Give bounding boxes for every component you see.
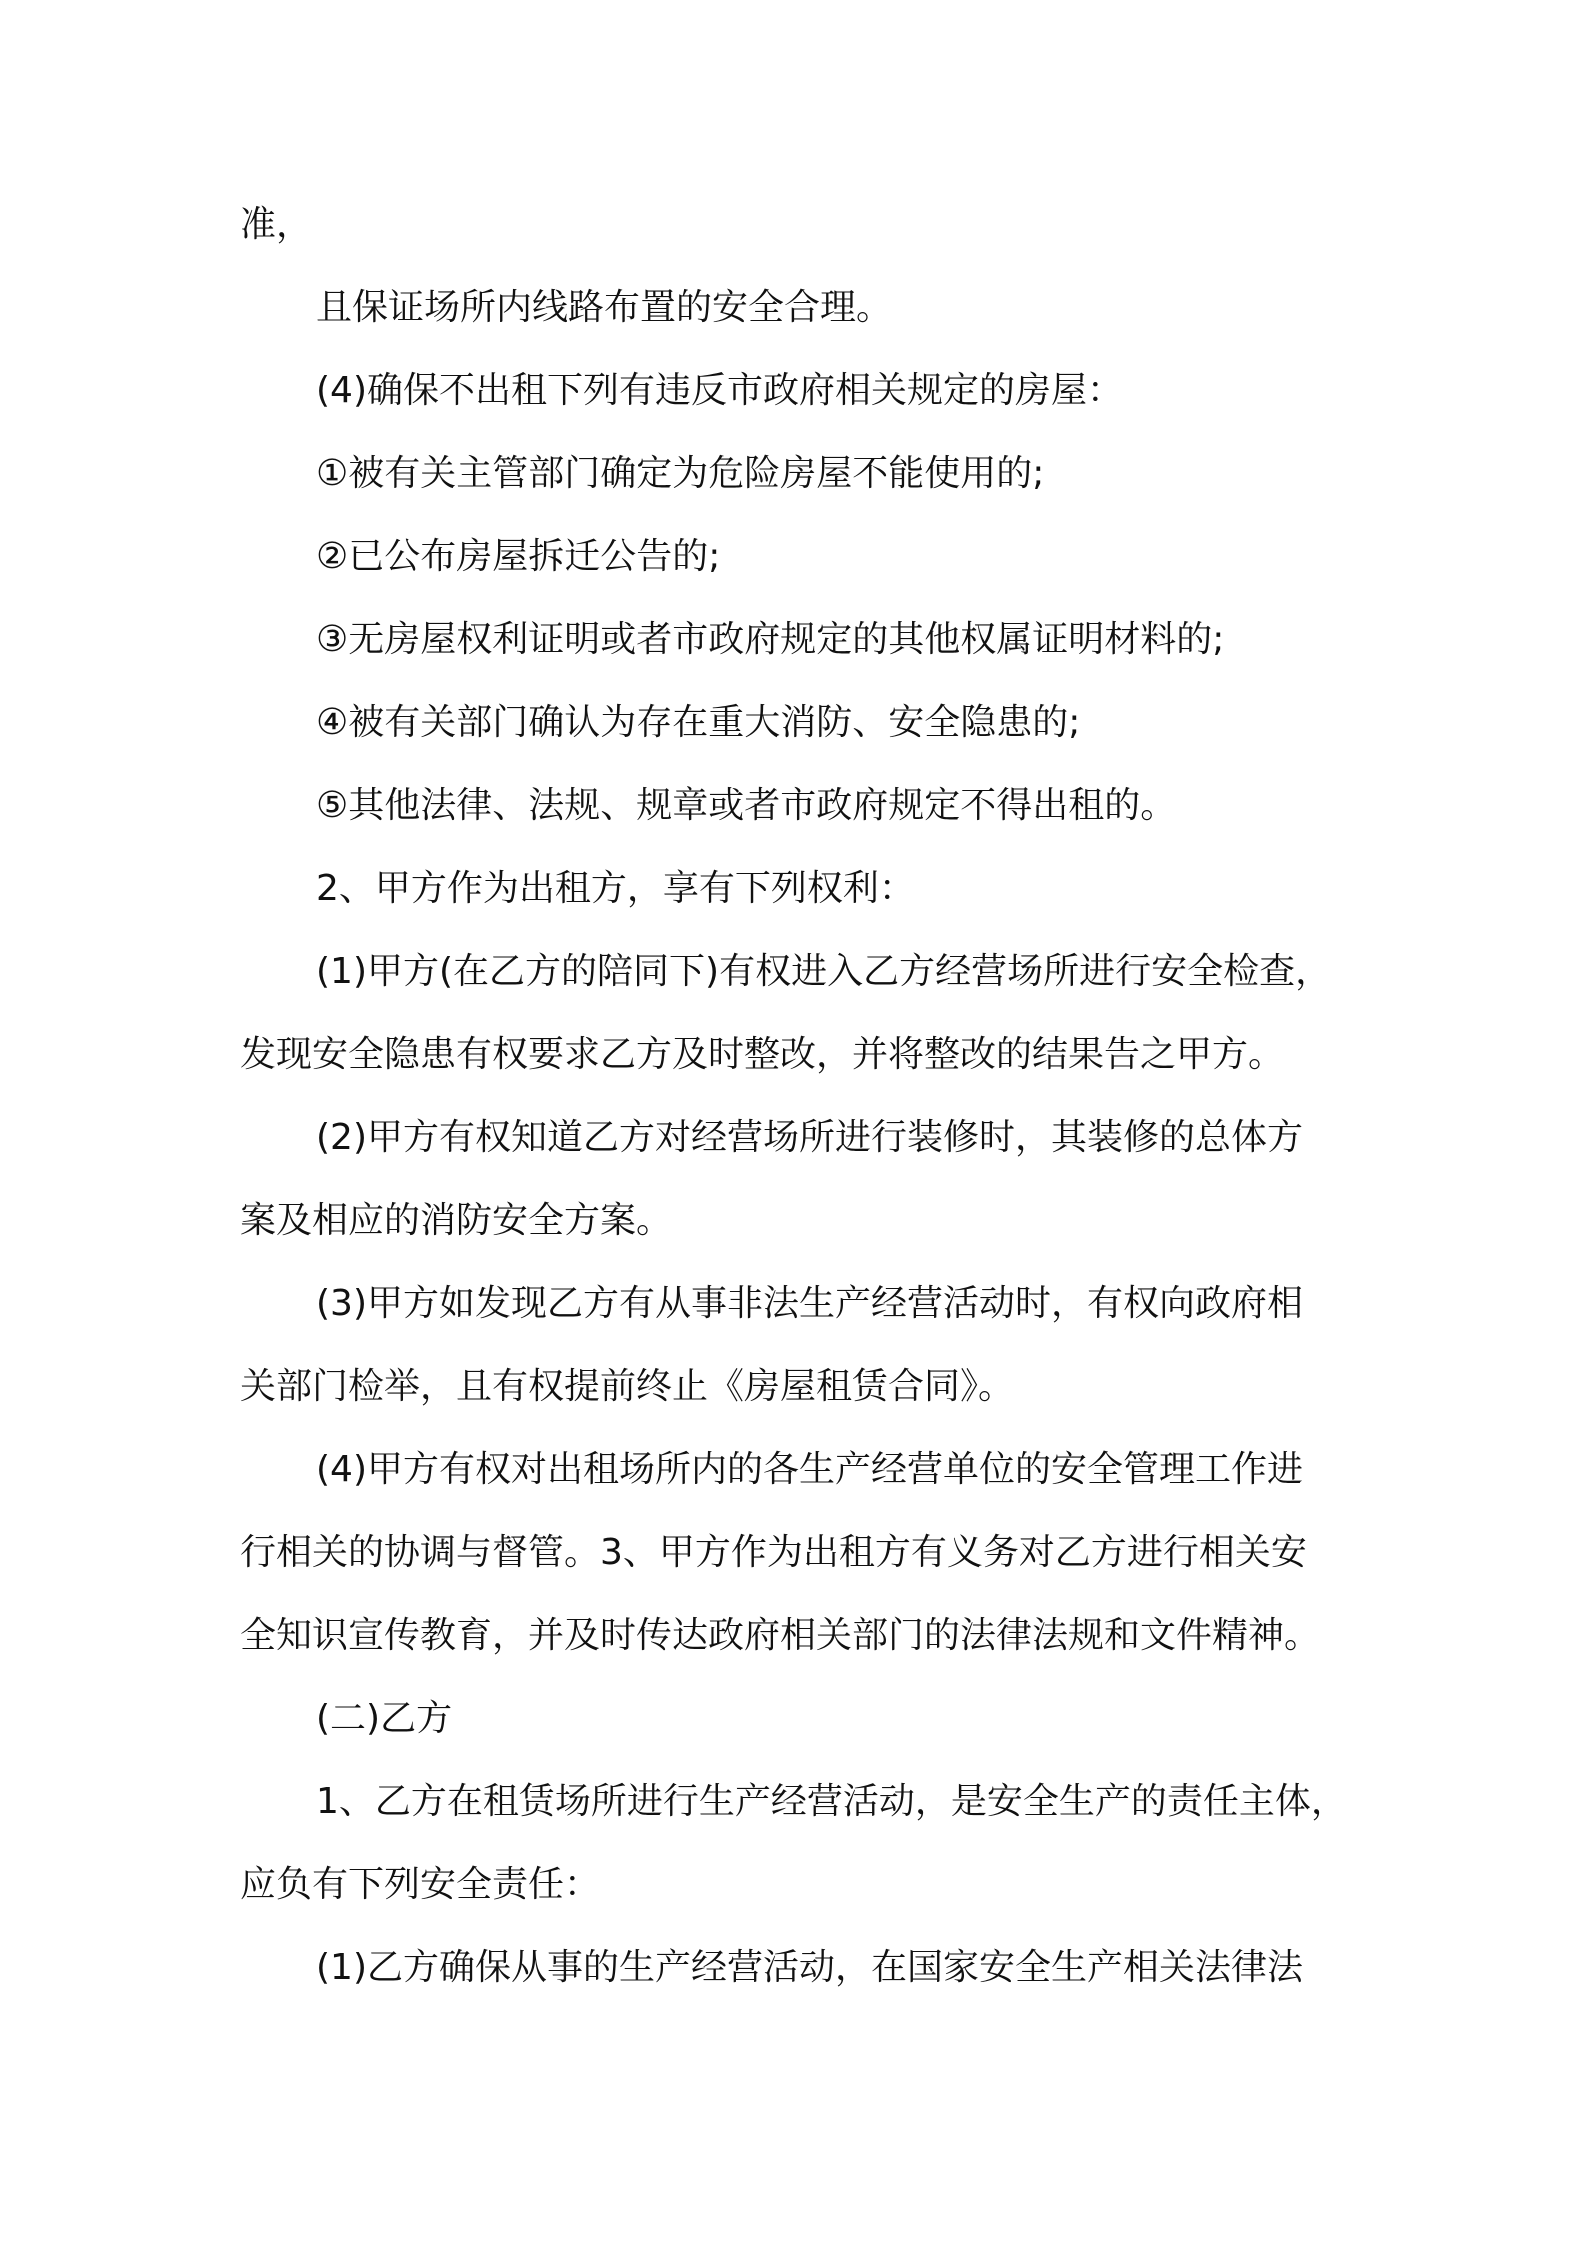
text-line: 1、乙方在租赁场所进行生产经营活动，是安全生产的责任主体， xyxy=(316,1781,1347,1822)
text-line: 2、甲方作为出租方，享有下列权利： xyxy=(316,868,915,909)
text-line: ①被有关主管部门确定为危险房屋不能使用的; xyxy=(316,453,1045,494)
text-line: 关部门检举，且有权提前终止《房屋租赁合同》。 xyxy=(240,1366,1015,1407)
text-line: (2)甲方有权知道乙方对经营场所进行装修时，其装修的总体方 xyxy=(316,1117,1303,1158)
text-line: (二)乙方 xyxy=(316,1698,453,1739)
text-line: 全知识宣传教育，并及时传达政府相关部门的法律法规和文件精神。 xyxy=(240,1615,1321,1656)
text-line: 准， xyxy=(240,204,313,245)
text-line: (1)甲方(在乙方的陪同下)有权进入乙方经营场所进行安全检查， xyxy=(316,951,1332,992)
text-line: 行相关的协调与督管。3、甲方作为出租方有义务对乙方进行相关安 xyxy=(240,1532,1307,1573)
text-line: 发现安全隐患有权要求乙方及时整改，并将整改的结果告之甲方。 xyxy=(240,1034,1285,1075)
text-line: 且保证场所内线路布置的安全合理。 xyxy=(316,287,893,328)
text-line: ③无房屋权利证明或者市政府规定的其他权属证明材料的; xyxy=(316,619,1225,660)
text-line: 应负有下列安全责任： xyxy=(240,1864,601,1905)
text-line: (4)确保不出租下列有违反市政府相关规定的房屋： xyxy=(316,370,1123,411)
text-line: (4)甲方有权对出租场所内的各生产经营单位的安全管理工作进 xyxy=(316,1449,1303,1490)
text-line: ④被有关部门确认为存在重大消防、安全隐患的; xyxy=(316,702,1081,743)
text-line: ⑤其他法律、法规、规章或者市政府规定不得出租的。 xyxy=(316,785,1177,826)
text-line: (3)甲方如发现乙方有从事非法生产经营活动时，有权向政府相 xyxy=(316,1283,1303,1324)
text-line: 案及相应的消防安全方案。 xyxy=(240,1200,673,1241)
text-line: ②已公布房屋拆迁公告的; xyxy=(316,536,721,577)
text-line: (1)乙方确保从事的生产经营活动，在国家安全生产相关法律法 xyxy=(316,1947,1303,1988)
